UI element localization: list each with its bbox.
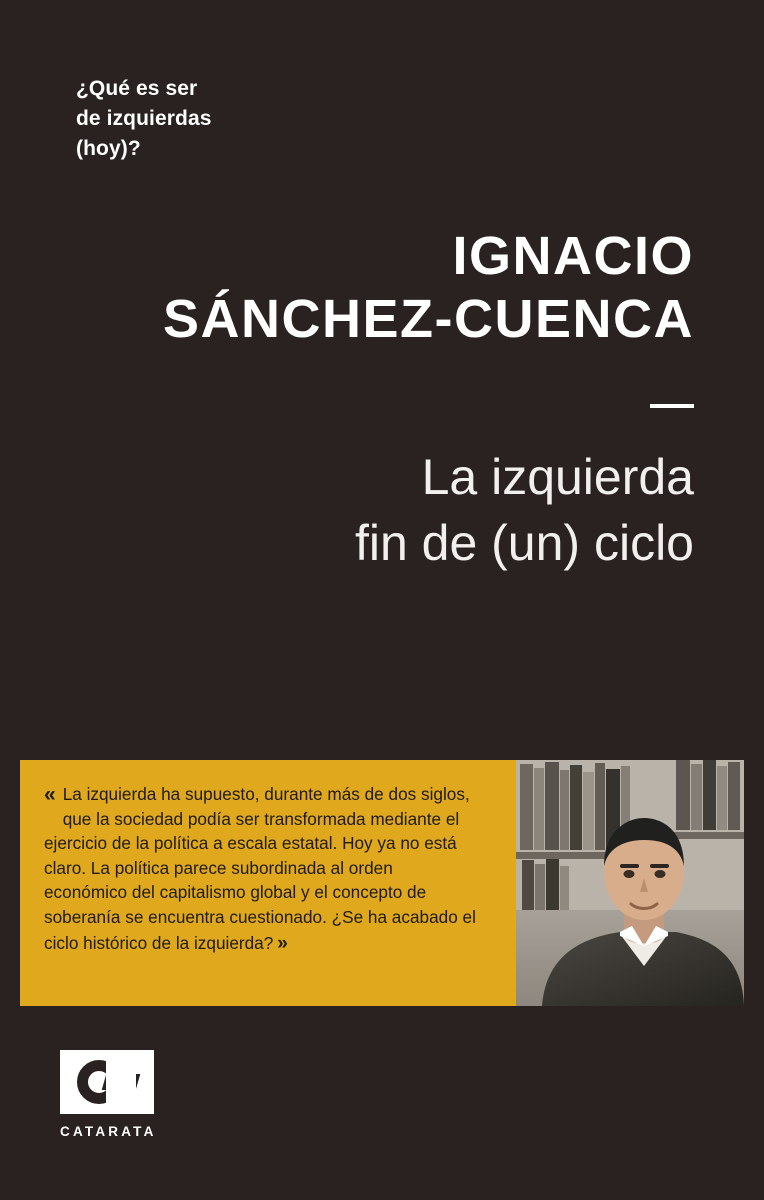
catarata-mark-icon	[60, 1050, 154, 1114]
publisher-logo	[60, 1050, 157, 1139]
catarata-mark-cut	[102, 1074, 141, 1090]
quote-close-mark: »	[277, 932, 288, 954]
author-photo	[516, 760, 744, 1006]
series-title	[76, 74, 212, 163]
series-line-2: de izquierdas	[76, 106, 212, 130]
title-line-2: fin de (un) ciclo	[354, 515, 694, 571]
blurb-text-block	[20, 760, 500, 1006]
publisher-name: CATARATA	[60, 1124, 157, 1139]
series-line-3: (hoy)?	[76, 136, 141, 160]
author-name	[54, 228, 694, 347]
quote-open-mark: «	[44, 783, 56, 806]
book-title	[54, 444, 694, 576]
author-last-name: SÁNCHEZ-CUENCA	[163, 288, 694, 349]
author-first-name: IGNACIO	[452, 226, 694, 286]
blurb-text: La izquierda ha supuesto, durante más de dos siglos, que la sociedad podía ser transformada mediante el ejercicio de la política a escala estatal. Hoy ya no está claro. La política parece subordinada al orden económico del capitalismo global y el concepto de soberanía se encuentra cuestionado. ¿Se ha acabado el ciclo histórico de la izquierda?	[44, 784, 476, 953]
title-line-1: La izquierda	[421, 449, 694, 505]
series-line-1: ¿Qué es ser	[76, 77, 198, 100]
title-divider	[650, 404, 694, 408]
